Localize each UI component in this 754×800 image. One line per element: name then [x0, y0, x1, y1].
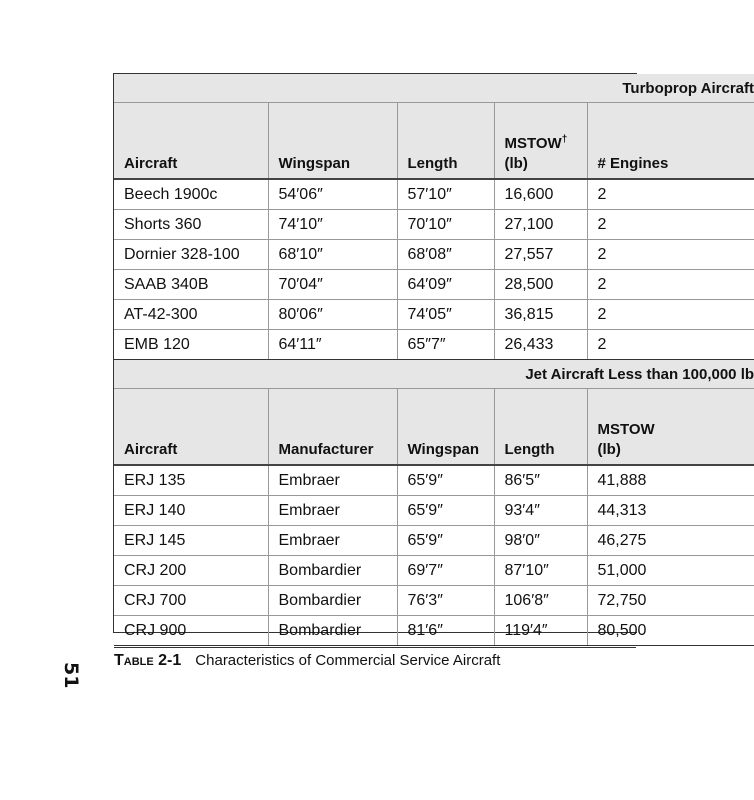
table-cell: Bombardier	[268, 586, 397, 616]
table-cell: 46,275	[587, 526, 754, 556]
table-cell: 93′4″	[494, 496, 587, 526]
mstow-unit: (lb)	[504, 155, 528, 172]
table-cell: 72,750	[587, 586, 754, 616]
table-cell: 98′0″	[494, 526, 587, 556]
col-header: Wingspan	[397, 389, 494, 466]
table-cell: 2	[587, 300, 754, 330]
turboprop-section-header	[114, 74, 754, 103]
table-cell: 80,500	[587, 616, 754, 646]
table-cell: 54′06″	[268, 179, 397, 210]
table-cell: 2	[587, 210, 754, 240]
col-header: Length	[397, 103, 494, 180]
table-cell: Dornier 328-100	[114, 240, 268, 270]
table-cell: Embraer	[268, 465, 397, 496]
mstow-unit: (lb)	[597, 441, 621, 458]
col-header: Manufacturer	[268, 389, 397, 466]
table-row	[114, 556, 754, 586]
table-row	[114, 270, 754, 300]
table-cell: 106′8″	[494, 586, 587, 616]
table-cell: CRJ 900	[114, 616, 268, 646]
dagger-footnote-mark: †	[561, 134, 568, 145]
table-cell: 76′3″	[397, 586, 494, 616]
table-row	[114, 496, 754, 526]
caption-label: Table 2-1	[114, 652, 182, 669]
table-cell: AT-42-300	[114, 300, 268, 330]
table-cell: 26,433	[494, 330, 587, 360]
table-cell: CRJ 700	[114, 586, 268, 616]
caption-text: Characteristics of Commercial Service Aircraft	[195, 652, 501, 669]
table-row	[114, 465, 754, 496]
table-row	[114, 300, 754, 330]
table-row	[114, 586, 754, 616]
table-cell: 69′7″	[397, 556, 494, 586]
table-cell: SAAB 340B	[114, 270, 268, 300]
table-cell: 87′10″	[494, 556, 587, 586]
table-cell: Shorts 360	[114, 210, 268, 240]
col-header-mstow	[587, 389, 754, 466]
table-cell: 64′09″	[397, 270, 494, 300]
table-cell: 65′9″	[397, 526, 494, 556]
table-cell: 27,100	[494, 210, 587, 240]
table-cell: 2	[587, 330, 754, 360]
table-cell: 86′5″	[494, 465, 587, 496]
table-cell: 51,000	[587, 556, 754, 586]
table-cell: 68′08″	[397, 240, 494, 270]
table-cell: ERJ 135	[114, 465, 268, 496]
table-cell: Embraer	[268, 526, 397, 556]
table-cell: 70′04″	[268, 270, 397, 300]
turboprop-section-title: Turboprop Aircraft	[114, 74, 754, 103]
table-cell: Beech 1900c	[114, 179, 268, 210]
table-cell: 65″7″	[397, 330, 494, 360]
table-row	[114, 240, 754, 270]
mstow-label: MSTOW	[597, 421, 655, 438]
table-cell: 27,557	[494, 240, 587, 270]
table-cell: CRJ 200	[114, 556, 268, 586]
table-row	[114, 210, 754, 240]
turboprop-column-headers	[114, 103, 754, 180]
table-cell: Bombardier	[268, 556, 397, 586]
table-cell: 80′06″	[268, 300, 397, 330]
table-cell: 36,815	[494, 300, 587, 330]
table-caption	[114, 647, 636, 670]
page-number: 51	[60, 662, 82, 689]
table-cell: 65′9″	[397, 496, 494, 526]
table-cell: Bombardier	[268, 616, 397, 646]
jet-section-title: Jet Aircraft Less than 100,000 lb	[114, 360, 754, 389]
table-cell: 70′10″	[397, 210, 494, 240]
aircraft-table	[113, 73, 754, 639]
col-header: Aircraft	[114, 103, 268, 180]
table-cell: 41,888	[587, 465, 754, 496]
table-cell: 119′4″	[494, 616, 587, 646]
table-cell: EMB 120	[114, 330, 268, 360]
col-header: # Engines	[587, 103, 754, 180]
col-header: Aircraft	[114, 389, 268, 466]
jet-column-headers	[114, 389, 754, 466]
table-cell: 2	[587, 270, 754, 300]
table-cell: 64′11″	[268, 330, 397, 360]
table-cell: ERJ 140	[114, 496, 268, 526]
col-header: Wingspan	[268, 103, 397, 180]
table-cell: 74′10″	[268, 210, 397, 240]
table-row	[114, 330, 754, 360]
table-cell: 28,500	[494, 270, 587, 300]
table-cell: 44,313	[587, 496, 754, 526]
table-row	[114, 526, 754, 556]
mstow-label: MSTOW	[504, 135, 562, 152]
table-cell: ERJ 145	[114, 526, 268, 556]
table-cell: 2	[587, 240, 754, 270]
table-cell: 57′10″	[397, 179, 494, 210]
table-cell: 16,600	[494, 179, 587, 210]
col-header-mstow	[494, 103, 587, 180]
col-header: Length	[494, 389, 587, 466]
table-cell: 65′9″	[397, 465, 494, 496]
table-cell: 81′6″	[397, 616, 494, 646]
table-row	[114, 179, 754, 210]
table-cell: 74′05″	[397, 300, 494, 330]
table-cell: 68′10″	[268, 240, 397, 270]
table-cell: Embraer	[268, 496, 397, 526]
table-cell: 2	[587, 179, 754, 210]
table-row	[114, 616, 754, 646]
jet-section-header	[114, 360, 754, 389]
